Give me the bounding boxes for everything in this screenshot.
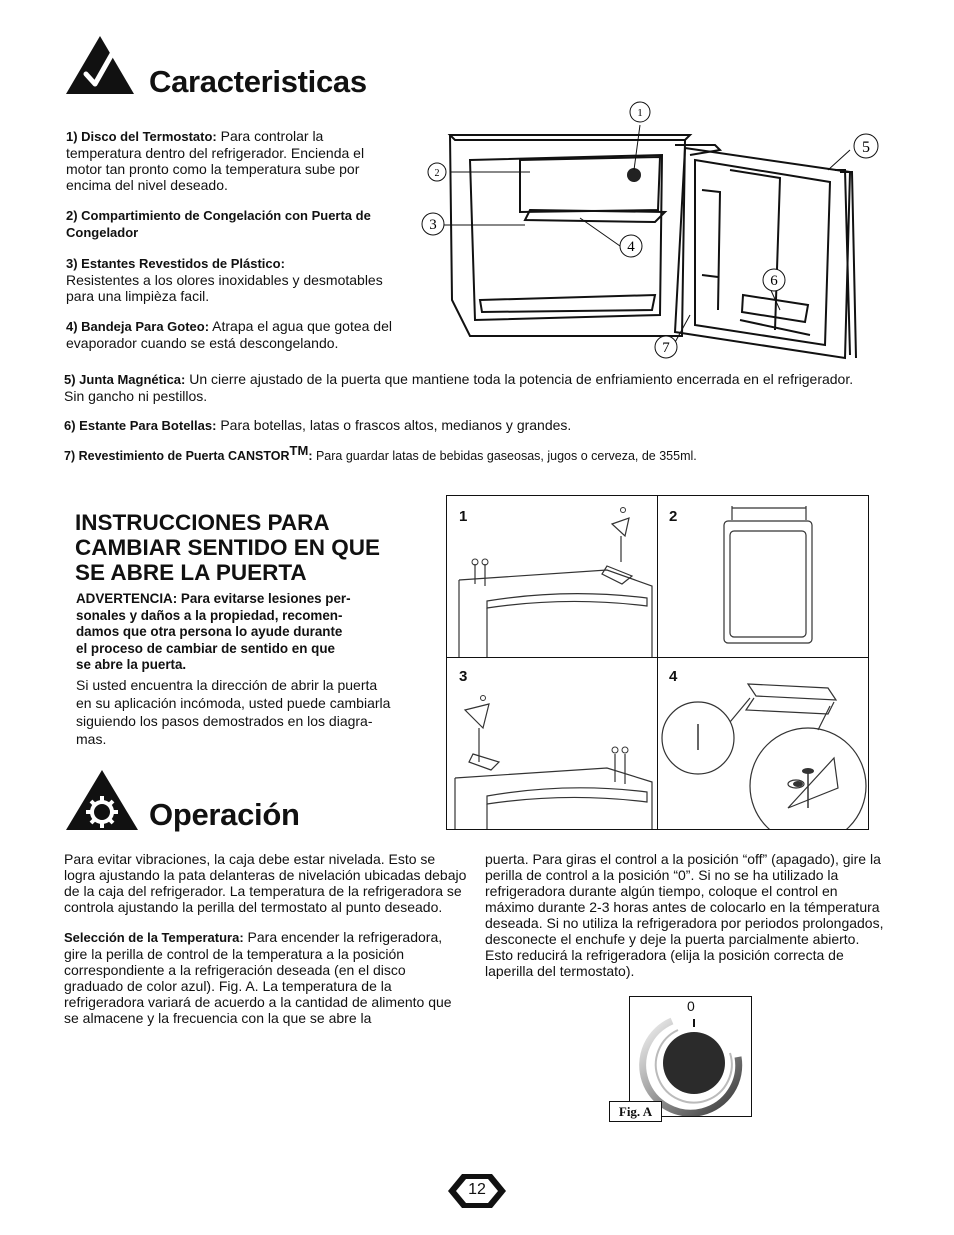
step-4-illustration (658, 658, 868, 829)
step-2-illustration (658, 496, 868, 657)
instructions-title: INSTRUCCIONES PARA CAMBIAR SENTIDO EN QUE SE ABRE LA PUERTA (75, 510, 381, 585)
feature-item-6: 6) Estante Para Botellas: Para botellas, latas o frascos altos, medianos y grandes. (64, 417, 572, 433)
gear-warning-icon (64, 768, 140, 832)
section-title-operacion: Operación (149, 797, 300, 832)
callout-5: 5 (862, 139, 870, 156)
feature-item-4: 4) Bandeja Para Goteo: Atrapa el agua que gotea del evaporador cuando se está descongelando. (66, 318, 392, 351)
feature-item-7: 7) Revestimiento de Puerta CANSTOR™: Para guardar latas de bebidas gaseosas, jugos o cerveza, de 355ml. (64, 443, 697, 464)
figure-a-label: Fig. A (609, 1101, 662, 1122)
callout-6: 6 (770, 273, 778, 289)
door-reversal-steps-grid (446, 495, 869, 830)
figure-a-thermostat-dial (629, 996, 752, 1117)
callout-4: 4 (627, 239, 635, 255)
callout-2: 2 (434, 168, 440, 179)
step-number-2: 2 (669, 508, 678, 525)
step-1-illustration (447, 496, 657, 657)
operation-column-left (64, 851, 468, 1040)
callout-7: 7 (662, 340, 670, 356)
operation-column-right (485, 851, 887, 993)
step-number-3: 3 (459, 668, 468, 685)
operation-paragraph-1: Para evitar vibraciones, la caja debe estar nivelada. Esto se logra ajustando la pata delanteras de nivelación ubicadas debajo de la caja del refrigerador. La temperatura de la refrigeradora se controla ajustando la perilla del termostato al punto deseado. (64, 851, 467, 915)
dial-zero-label: 0 (687, 998, 695, 1014)
section-title-caracteristicas: Caracteristicas (149, 64, 367, 99)
page-number: 12 (468, 1181, 486, 1198)
feature-item-2: 2) Compartimiento de Congelación con Puerta de Congelador (66, 208, 371, 240)
callout-1: 1 (637, 107, 643, 119)
callout-3: 3 (429, 217, 437, 233)
operation-paragraph-2: Selección de la Temperatura: Para encender la refrigeradora, gire la perilla de control de la temperatura a la posición correspondiente a la refrigeración deseada (en el disco graduado de color azul). Fig. A. La temperatura de la refrigeradora variará de acuerdo a la cantidad de alimento que se almacene y la frecuencia con la que se abre la (64, 929, 452, 1026)
operation-paragraph-3: puerta. Para giras el control a la posición “off” (apagado), gire la perilla de control a la posición “0”. Si no se ha utilizado la refrigeradora durante algún tiempo, coloque el control en máximo durante 2-3 horas antes de colocarlo en la témperatura deseada. Si no utiliza la refrigeradora por periodos prolongados, desconecte el enchufe y deje la puerta parcialmente abierto. Esto reducirá la refrigeradora (elija la posición correcta de laperilla del termostato). (485, 851, 884, 979)
checkmark-warning-icon (64, 34, 136, 96)
step-number-1: 1 (459, 508, 468, 525)
instructions-body: Si usted encuentra la dirección de abrir la puerta en su aplicación incómoda, usted puede cambiarla siguiendo los pasos demostrados en los diagra- mas. (76, 677, 391, 747)
feature-item-5: 5) Junta Magnética: Un cierre ajustado de la puerta que mantiene toda la potencia de enfriamiento encerrada en el refrigerador. Sin gancho ni pestillos. (64, 371, 854, 404)
refrigerator-diagram (420, 100, 890, 365)
warning-text: ADVERTENCIA: Para evitarse lesiones per- sonales y daños a la propiedad, recomen- damos que otra persona lo ayude durante el proceso de cambiar de sentido en que se abre la puerta. (76, 591, 351, 672)
feature-item-1: 1) Disco del Termostato: Para controlar la temperatura dentro del refrigerador. Encienda el motor tan pronto como la temperatura sube por encima del nivel deseado. (66, 128, 365, 193)
feature-item-3: 3) Estantes Revestidos de Plástico: Resistentes a los olores inoxidables y desmotables para una limpièza facil. (66, 256, 383, 304)
feature-list (66, 128, 401, 365)
step-number-4: 4 (669, 668, 678, 685)
step-3-illustration (447, 658, 657, 829)
